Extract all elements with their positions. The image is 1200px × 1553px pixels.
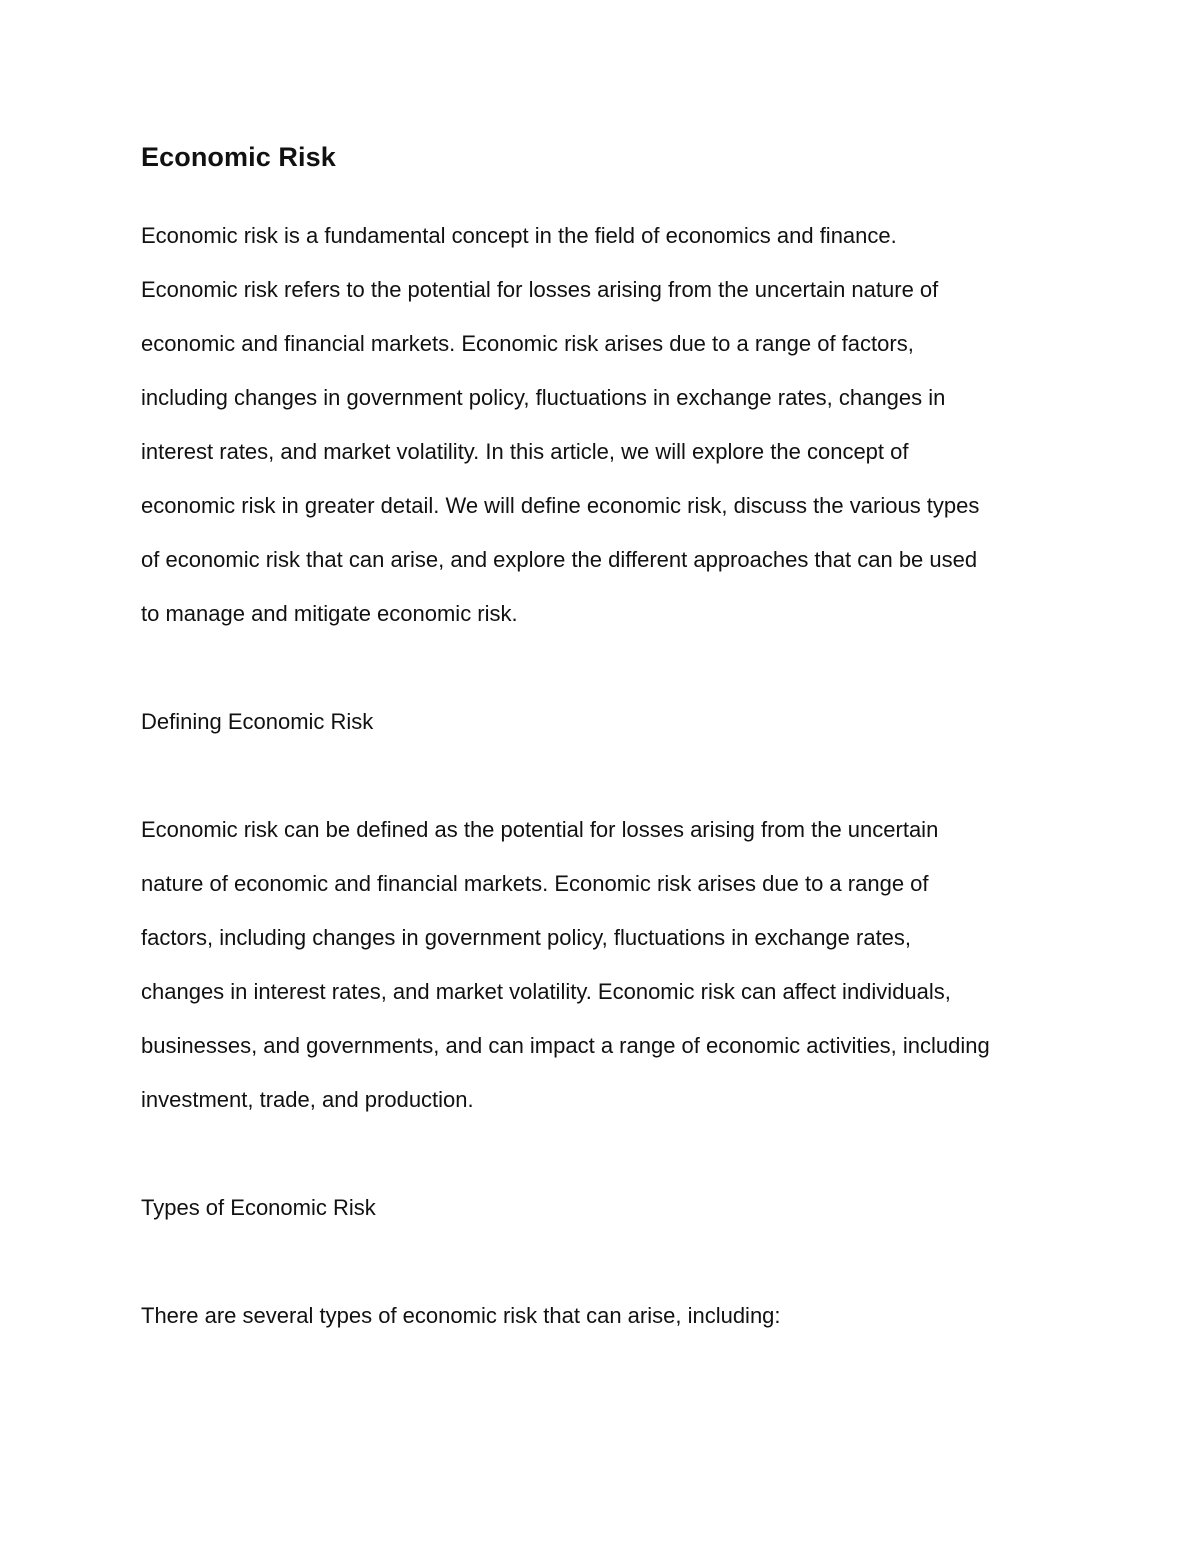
types-paragraph (141, 1289, 1081, 1343)
intro-line-1: Economic risk is a fundamental concept in the field of economics and finance. (141, 223, 897, 248)
intro-paragraph (141, 209, 1081, 641)
document-content (141, 138, 1081, 1343)
defining-line-1: Economic risk can be defined as the potential for losses arising from the uncertain (141, 817, 939, 842)
defining-line-5: businesses, and governments, and can impact a range of economic activities, including (141, 1033, 990, 1058)
document-title: Economic Risk (141, 142, 336, 172)
types-line-1: There are several types of economic risk that can arise, including: (141, 1303, 781, 1328)
intro-line-5: interest rates, and market volatility. In this article, we will explore the concept of (141, 439, 909, 464)
defining-line-2: nature of economic and financial markets. Economic risk arises due to a range of (141, 871, 929, 896)
intro-line-6: economic risk in greater detail. We will define economic risk, discuss the various types (141, 493, 980, 518)
paragraph-spacer (141, 1235, 1081, 1289)
intro-line-7: of economic risk that can arise, and explore the different approaches that can be used (141, 547, 978, 572)
intro-line-3: economic and financial markets. Economic risk arises due to a range of factors, (141, 331, 914, 356)
defining-line-6: investment, trade, and production. (141, 1087, 474, 1112)
defining-line-3: factors, including changes in government policy, fluctuations in exchange rates, (141, 925, 912, 950)
intro-line-2: Economic risk refers to the potential for losses arising from the uncertain nature of (141, 277, 939, 302)
paragraph-spacer (141, 1127, 1081, 1181)
defining-paragraph (141, 803, 1081, 1127)
paragraph-spacer (141, 641, 1081, 695)
paragraph-spacer (141, 749, 1081, 803)
section-heading-types: Types of Economic Risk (141, 1195, 376, 1220)
intro-line-4: including changes in government policy, fluctuations in exchange rates, changes in (141, 385, 946, 410)
defining-line-4: changes in interest rates, and market volatility. Economic risk can affect individuals, (141, 979, 951, 1004)
section-heading-defining: Defining Economic Risk (141, 709, 374, 734)
intro-line-8: to manage and mitigate economic risk. (141, 601, 518, 626)
